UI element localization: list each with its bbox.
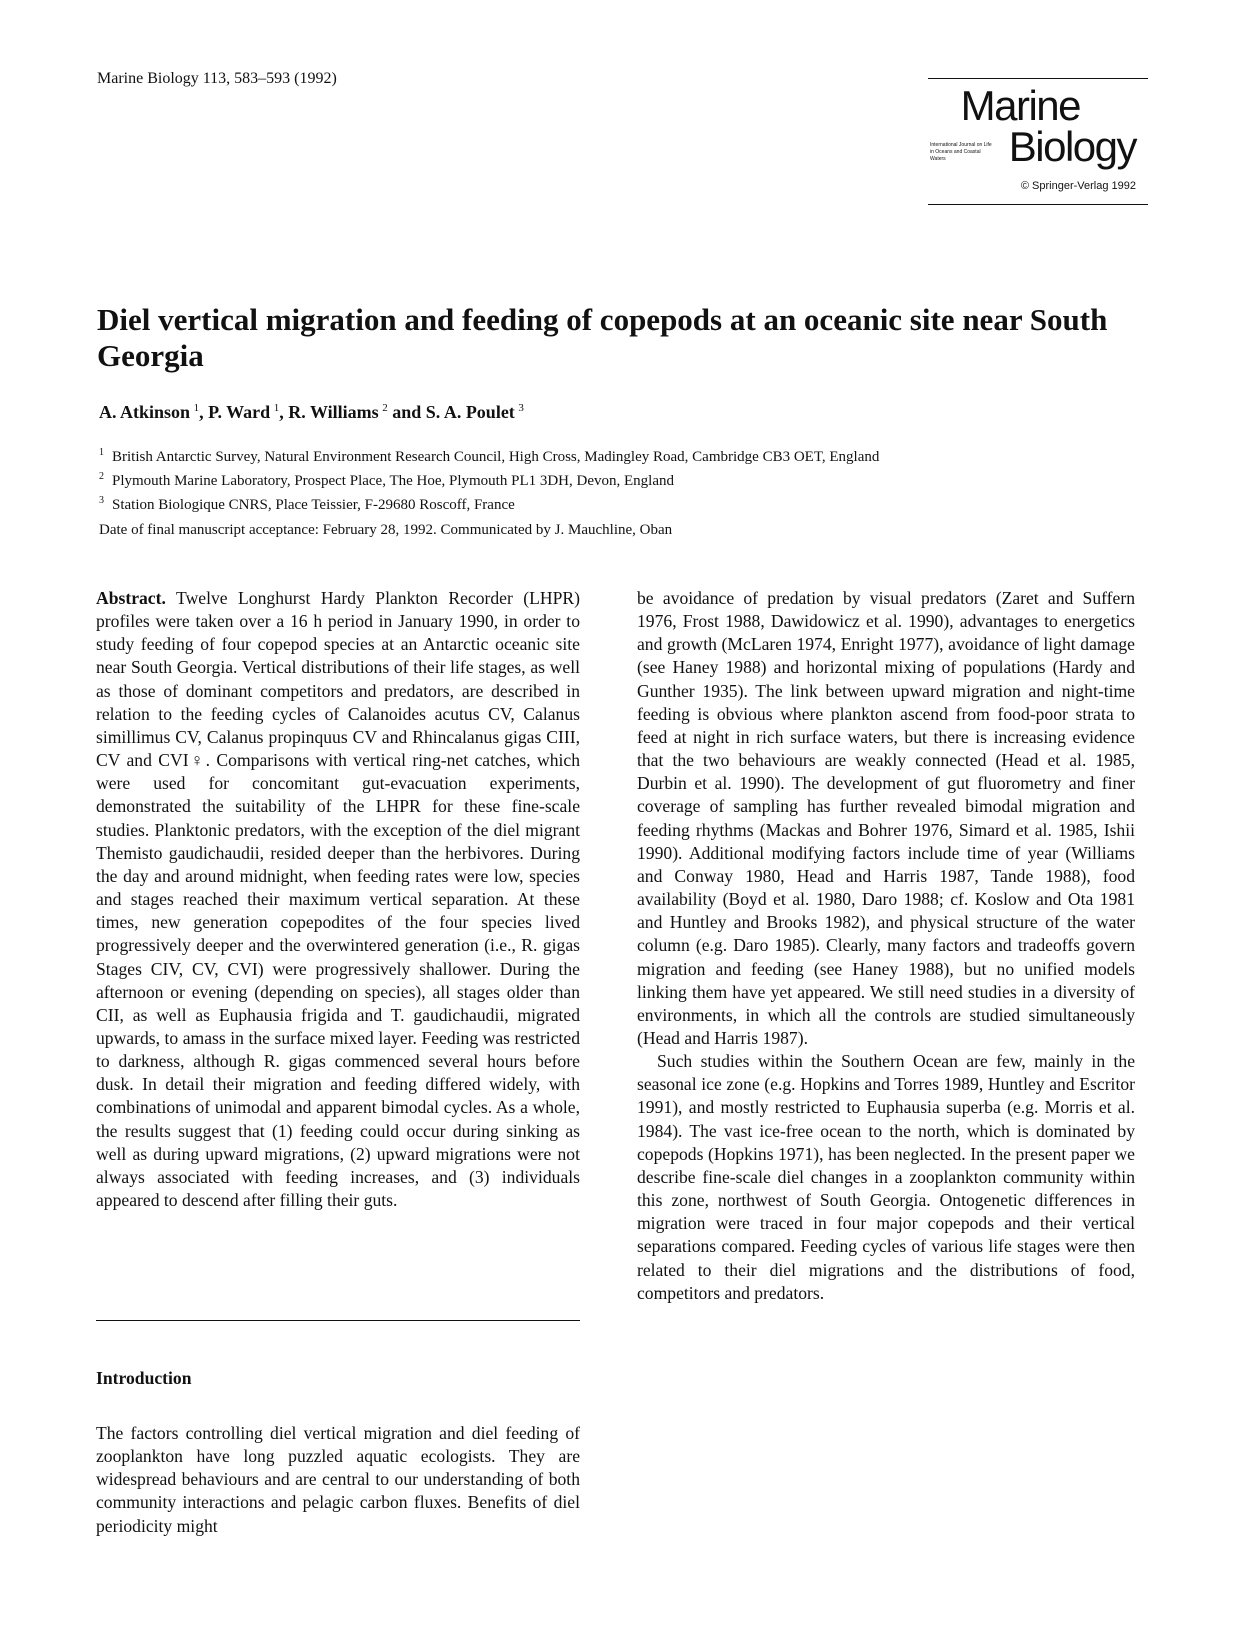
logo-tagline: International Journal on Life in Oceans and Coastal Waters	[930, 142, 992, 162]
introduction-paragraph-1-continued: be avoidance of predation by visual predators (Zaret and Suffern 1976, Frost 1988, Dawidowicz et al. 1990), advantages to energetics and growth (McLaren 1974, Enright 1977), avoidance of light damage (see Haney 1988) and horizontal mixing of populations (Hardy and Gunther 1935). The link between upward migration and night-time feeding is obvious where plankton ascend from food-poor strata to feed at night in rich surface waters, but there is increasing evidence that the two behaviours are weakly connected (Head et al. 1985, Durbin et al. 1990). The development of gut fluorometry and finer coverage of sampling has further revealed bimodal migration and feeding rhythms (Mackas and Bohrer 1976, Simard et al. 1985, Ishii 1990). Additional modifying factors include time of year (Williams and Conway 1980, Head and Harris 1987, Tande 1988), food availability (Boyd et al. 1980, Daro 1988; cf. Koslow and Ota 1981 and Huntley and Brooks 1982), and physical structure of the water column (e.g. Daro 1985). Clearly, many factors and tradeoffs govern migration and feeding (see Haney 1988), but no unified models linking them have yet appeared. We still need studies in a diversity of environments, in which all the controls are studied simultaneously (Head and Harris 1987).	[637, 588, 1135, 1048]
affiliation	[99, 491, 879, 515]
introduction-heading: Introduction	[96, 1368, 192, 1388]
acceptance-note: Date of final manuscript acceptance: February 28, 1992. Communicated by J. Mauchline, Oban	[99, 522, 673, 538]
affiliation-text: Plymouth Marine Laboratory, Prospect Place, The Hoe, Plymouth PL1 3DH, Devon, England	[112, 473, 674, 489]
author-affiliation-mark: 1	[273, 402, 280, 414]
affiliation-list	[99, 443, 879, 515]
affiliation-number: 1	[99, 447, 104, 458]
logo-rule-top	[928, 78, 1148, 79]
author-name: P. Ward	[208, 402, 271, 422]
logo-word-biology: Biology	[1008, 123, 1136, 170]
abstract-paragraph	[96, 587, 580, 1212]
logo-copyright: © Springer-Verlag 1992	[1020, 180, 1136, 192]
author-separator: ,	[199, 402, 209, 422]
affiliation-text: British Antarctic Survey, Natural Environment Research Council, High Cross, Madingley Road, Cambridge CB3 OET, England	[112, 449, 880, 465]
author-name: S. A. Poulet	[425, 402, 515, 422]
author-name: R. Williams	[288, 402, 379, 422]
article-title: Diel vertical migration and feeding of copepods at an oceanic site near South Georgia	[97, 302, 1108, 373]
affiliation	[99, 443, 879, 467]
author-list	[99, 402, 524, 423]
affiliation-number: 2	[99, 471, 104, 482]
logo-word-marine: Marine	[960, 82, 1080, 129]
author-separator: and	[387, 402, 426, 422]
abstract-label: Abstract.	[96, 588, 166, 608]
author-affiliation-mark: 2	[382, 402, 388, 414]
journal-citation: Marine Biology 113, 583–593 (1992)	[97, 70, 337, 87]
introduction-paragraph-2: Such studies within the Southern Ocean are few, mainly in the seasonal ice zone (e.g. Hopkins and Torres 1989, Huntley and Escritor 1991), and mostly restricted to Euphausia superba (e.g. Morris et al. 1984). The vast ice-free ocean to the north, which is dominated by copepods (Hopkins 1971), has been neglected. In the present paper we describe fine-scale diel changes in a zooplankton community within this zone, northwest of South Georgia. Ontogenetic differences in migration were traced in four major copepods and their vertical separations compared. Feeding cycles of various life stages were then related to their diel migrations and the distributions of food, competitors and predators.	[637, 1051, 1135, 1303]
author-name: A. Atkinson	[99, 402, 191, 422]
abstract-text: Twelve Longhurst Hardy Plankton Recorder (LHPR) profiles were taken over a 16 h period in January 1990, in order to study feeding of four copepod species at an Antarctic oceanic site near South Georgia. Vertical distributions of their life stages, as well as those of dominant competitors and predators, are described in relation to the feeding cycles of Calanoides acutus CV, Calanus simillimus CV, Calanus propinquus CV and Rhincalanus gigas CIII, CV and CVI♀. Comparisons with vertical ring-net catches, which were used for concomitant gut-evacuation experiments, demonstrated the suitability of the LHPR for these fine-scale studies. Planktonic predators, with the exception of the diel migrant Themisto gaudichaudii, resided deeper than the herbivores. During the day and around midnight, when feeding rates were low, species and stages reached their maximum vertical separation. At these times, new generation copepodites of the four species lived progressively deeper and the overwintered generation (i.e., R. gigas Stages CIV, CV, CVI) were progressively shallower. During the afternoon or evening (depending on species), all stages older than CII, as well as Euphausia frigida and T. gaudichaudii, migrated upwards, to amass in the surface mixed layer. Feeding was restricted to darkness, although R. gigas commenced several hours before dusk. In detail their migration and feeding differed widely, with combinations of unimodal and apparent bimodal cycles. As a whole, the results suggest that (1) feeding could occur during sinking as well as during upward migrations, (2) upward migrations were not always associated with feeding increases, and (3) individuals appeared to descend after filling their guts.	[96, 588, 580, 1211]
author-affiliation-mark: 1	[193, 402, 200, 414]
affiliation-number: 3	[99, 495, 104, 506]
affiliation	[99, 467, 879, 491]
abstract-column	[96, 587, 580, 1212]
section-divider	[96, 1320, 580, 1321]
logo-rule-bottom	[928, 204, 1148, 205]
journal-logo	[928, 78, 1148, 206]
introduction-paragraph-1: The factors controlling diel vertical migration and diel feeding of zooplankton have long puzzled aquatic ecologists. They are widespread behaviours and are central to our understanding of both community interactions and pelagic carbon fluxes. Benefits of diel periodicity might	[96, 1423, 580, 1536]
author-separator: ,	[279, 402, 289, 422]
author-affiliation-mark: 3	[518, 402, 524, 414]
right-column	[637, 587, 1135, 1305]
affiliation-text: Station Biologique CNRS, Place Teissier, F-29680 Roscoff, France	[112, 497, 515, 513]
